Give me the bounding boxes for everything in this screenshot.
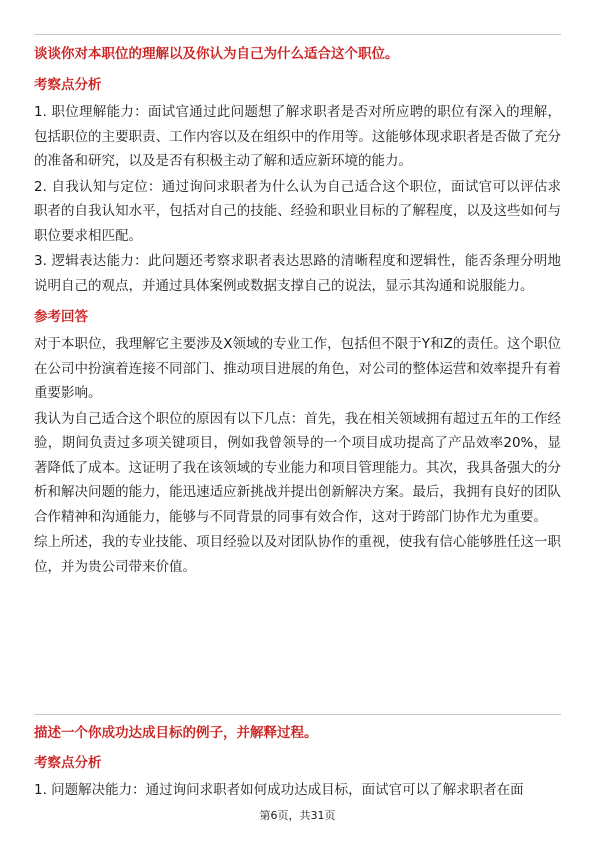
answer-heading: 参考回答 <box>34 309 88 325</box>
answer-paragraph: 综上所述，我的专业技能、项目经验以及对团队协作的重视，使我有信心能够胜任这一职位，并为贵公司带来价值。 <box>34 534 561 575</box>
answer-paragraph: 对于本职位，我理解它主要涉及X领域的专业工作，包括但不限于Y和Z的责任。这个职位在公司中扮演着连接不同部门、推动项目进展的角色，对公司的整体运营和效率提升有着重要影响。 <box>34 336 561 401</box>
analysis-heading: 考察点分析 <box>34 755 102 771</box>
question-1-body <box>34 76 561 580</box>
question-2-title: 描述一个你成功达成目标的例子，并解释过程。 <box>34 725 318 741</box>
analysis-item: 1. 职位理解能力：面试官通过此问题想了解求职者是否对所应聘的职位有深入的理解，包括职位的主要职责、工作内容以及在组织中的作用等。这能够体现求职者是否做了充分的准备和研究，以及是否有积极主动了解和适应新环境的能力。 <box>34 104 561 169</box>
analysis-item: 2. 自我认知与定位：通过询问求职者为什么认为自己适合这个职位，面试官可以评估求职者的自我认知水平，包括对自己的技能、经验和职业目标的了解程度，以及这些如何与职位要求相匹配。 <box>34 178 561 244</box>
top-rule <box>34 34 561 35</box>
question-2-body <box>34 754 561 804</box>
analysis-item: 3. 逻辑表达能力：此问题还考察求职者表达思路的清晰程度和逻辑性，能否条理分明地说明自己的观点，并通过具体案例或数据支撑自己的说法，显示其沟通和说服能力。 <box>34 253 561 294</box>
page-number: 第6页，共31页 <box>259 809 336 822</box>
answer-paragraph: 我认为自己适合这个职位的原因有以下几点：首先，我在相关领域拥有超过五年的工作经验，期间负责过多项关键项目，例如我曾领导的一个项目成功提高了产品效率20%，显著降低了成本。这证明了我在该领域的专业能力和项目管理能力。其次，我具备强大的分析和解决问题的能力，能迅速适应新挑战并提出创新解决方案。最后，我拥有良好的团队合作精神和沟通能力，能够与不同背景的同事有效合作，这对于跨部门协作尤为重要。 <box>34 410 561 525</box>
analysis-heading: 考察点分析 <box>34 77 102 93</box>
question-1-title: 谈谈你对本职位的理解以及你认为自己为什么适合这个职位。 <box>34 46 399 62</box>
analysis-item: 1. 问题解决能力：通过询问求职者如何成功达成目标，面试官可以了解求职者在面 <box>34 782 524 798</box>
section-divider <box>34 714 561 715</box>
